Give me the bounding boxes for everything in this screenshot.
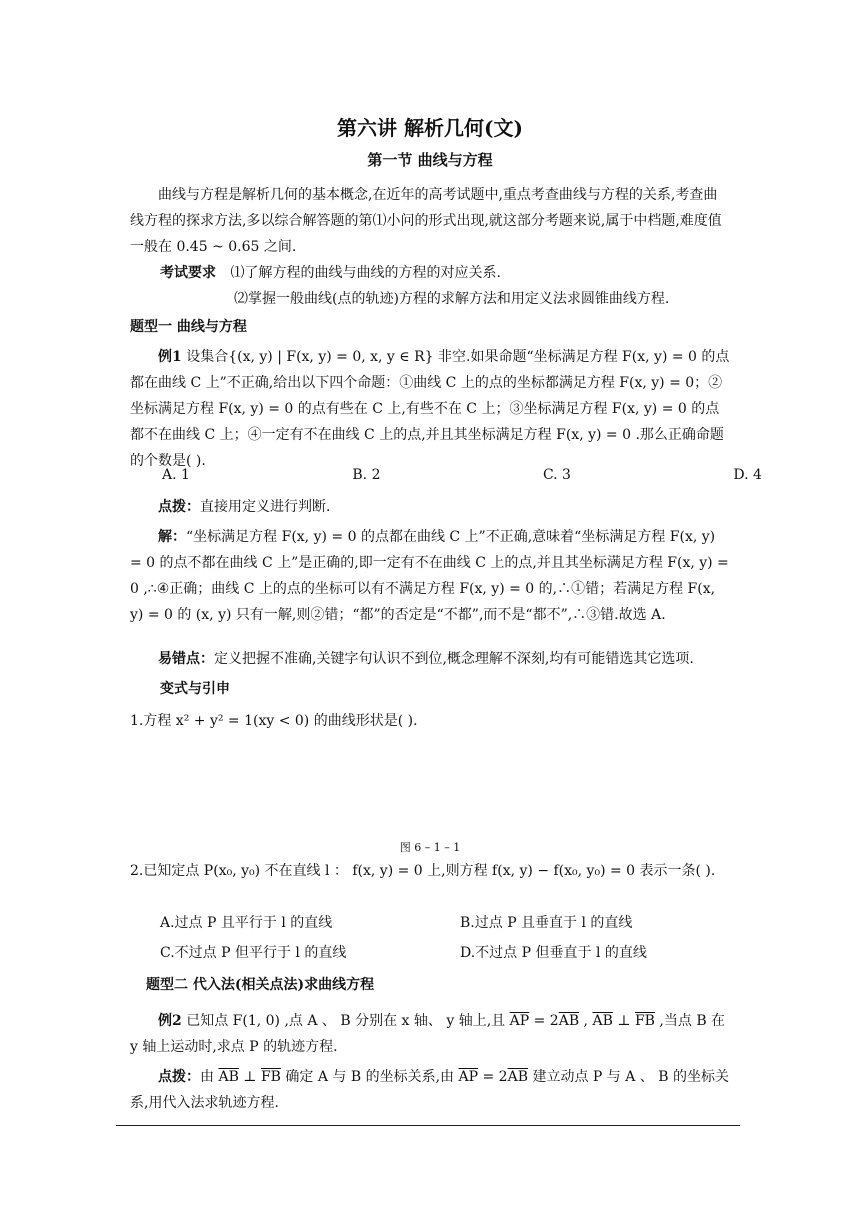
vector-ab-2: $\overline{AB}$ — [592, 1013, 613, 1029]
hint-eq: = 2 — [478, 1069, 508, 1085]
example1-option-d: D. 4 — [733, 467, 762, 483]
hint-label: 点拨： — [158, 499, 200, 515]
page-title: 第六讲 解析几何(文) — [337, 116, 523, 140]
example2-hint-b: 确定 A 与 B 的坐标关系,由 — [280, 1069, 459, 1085]
requirements-item-1 — [160, 260, 740, 286]
q2-option-a: A.过点 P 且平行于 l 的直线 — [160, 915, 333, 931]
example1-pitfall — [130, 646, 730, 672]
figure-caption: 图 6 – 1 – 1 — [399, 841, 461, 854]
hint-perp: ⊥ — [238, 1069, 261, 1085]
variants-heading: 变式与引申 — [160, 681, 230, 697]
example1-option-b: B. 2 — [352, 467, 381, 483]
question-1: 1.方程 x² + y² = 1(xy < 0) 的曲线形状是( ). — [130, 713, 418, 729]
example2-hint-label: 点拨： — [158, 1069, 200, 1085]
example2-label: 例2 — [158, 1013, 182, 1029]
pitfall-label: 易错点： — [158, 651, 214, 667]
example2-hint-a: 由 — [200, 1069, 219, 1085]
example2-paragraph — [130, 1008, 730, 1060]
hint-vector-fb: $\overline{FB}$ — [260, 1069, 281, 1085]
hint-vector-ap: $\overline{AP}$ — [458, 1069, 479, 1085]
vector-ap: $\overline{AP}$ — [509, 1013, 530, 1029]
footer-divider — [116, 1125, 740, 1126]
example2-text-a: 已知点 F(1, 0) ,点 A 、 B 分别在 x 轴、 y 轴上,且 — [186, 1013, 506, 1029]
example1-solution — [130, 524, 730, 628]
q2-option-d: D.不过点 P 但垂直于 l 的直线 — [460, 945, 647, 961]
requirements-item-2: ⑵掌握一般曲线(点的轨迹)方程的求解方法和用定义法求圆锥曲线方程. — [234, 291, 670, 307]
vector-ab: $\overline{AB}$ — [558, 1013, 580, 1029]
vector-fb: $\overline{FB}$ — [634, 1013, 655, 1029]
example1-option-c: C. 3 — [542, 467, 571, 483]
example2-text-b: ,当点 B 在 y 轴上运动时,求点 P 的轨迹方程. — [130, 1013, 726, 1055]
perp-symbol: ⊥ — [612, 1013, 635, 1029]
solution-label: 解： — [158, 529, 186, 545]
example1-option-a: A. 1 — [162, 467, 190, 483]
example1-text: 设集合{(x, y) | F(x, y) = 0, x, y ∈ R} 非空.如果命题“坐标满足方程 F(x, y) = 0 的点都在曲线 C 上”不正确,给出以下四个命题：①曲线 C 上的点的坐标都满足方程 F(x, y) = 0；②坐标满足方程 F(x, y) = 0 的点有些在 C 上,有些不在 C 上；③坐标满足方程 F(x, y) = 0 的点都不在曲线 C 上；④一定有不在曲线 C 上的点,并且其坐标满足方程 F(x, y) = 0 .那么正确命题的个数是( ). — [130, 349, 730, 469]
pitfall-text: 定义把握不准确,关键字句认识不到位,概念理解不深刻,均有可能错选其它选项. — [214, 651, 694, 667]
q2-option-b: B.过点 P 且垂直于 l 的直线 — [460, 915, 633, 931]
question-2: 2.已知定点 P(x₀, y₀) 不在直线 l ： f(x, y) = 0 上,则方程 f(x, y) − f(x₀, y₀) = 0 表示一条( ). — [130, 863, 716, 879]
example2-hint-c: 建立动点 P 与 A 、 B 的坐标关系,用代入法求轨迹方程. — [130, 1069, 729, 1111]
example1-hint — [130, 494, 730, 520]
example1-paragraph — [130, 344, 730, 474]
q2-option-c: C.不过点 P 但平行于 l 的直线 — [160, 945, 347, 961]
intro-paragraph: 曲线与方程是解析几何的基本概念,在近年的高考试题中,重点考查曲线与方程的关系,考查曲线方程的探求方法,多以综合解答题的第⑴小问的形式出现,就这部分考题来说,属于中档题,难度值一般在 0.45 ~ 0.65 之间. — [130, 187, 722, 255]
requirements-text-1: ⑴了解方程的曲线与曲线的方程的对应关系. — [230, 265, 501, 281]
hint-text: 直接用定义进行判断. — [200, 499, 331, 515]
example2-sep: , — [579, 1013, 593, 1029]
example1-options — [130, 462, 792, 488]
example1-label: 例1 — [158, 349, 182, 365]
hint-vector-ab: $\overline{AB}$ — [218, 1069, 239, 1085]
type1-heading: 题型一 曲线与方程 — [130, 319, 247, 335]
example2-hint — [130, 1064, 730, 1116]
question-2-options — [130, 910, 760, 966]
type2-heading: 题型二 代入法(相关点法)求曲线方程 — [146, 977, 375, 993]
section-title: 第一节 曲线与方程 — [367, 151, 493, 169]
requirements-label: 考试要求 — [160, 265, 216, 281]
example2-eq: = 2 — [529, 1013, 559, 1029]
solution-text: “坐标满足方程 F(x, y) = 0 的点都在曲线 C 上”不正确,意味着“坐标满足方程 F(x, y) = 0 的点不都在曲线 C 上”是正确的,即一定有不在曲线 C 上的点,并且其坐标满足方程 F(x, y) = 0 ,∴④正确；曲线 C 上的点的坐标可以有不满足方程 F(x, y) = 0 的,∴①错；若满足方程 F(x, y) = 0 的 (x, y) 只有一解,则②错；“都”的否定是“不都”,而不是“都不”,∴③错.故选 A. — [130, 529, 729, 623]
hint-vector-ab-2: $\overline{AB}$ — [507, 1069, 528, 1085]
